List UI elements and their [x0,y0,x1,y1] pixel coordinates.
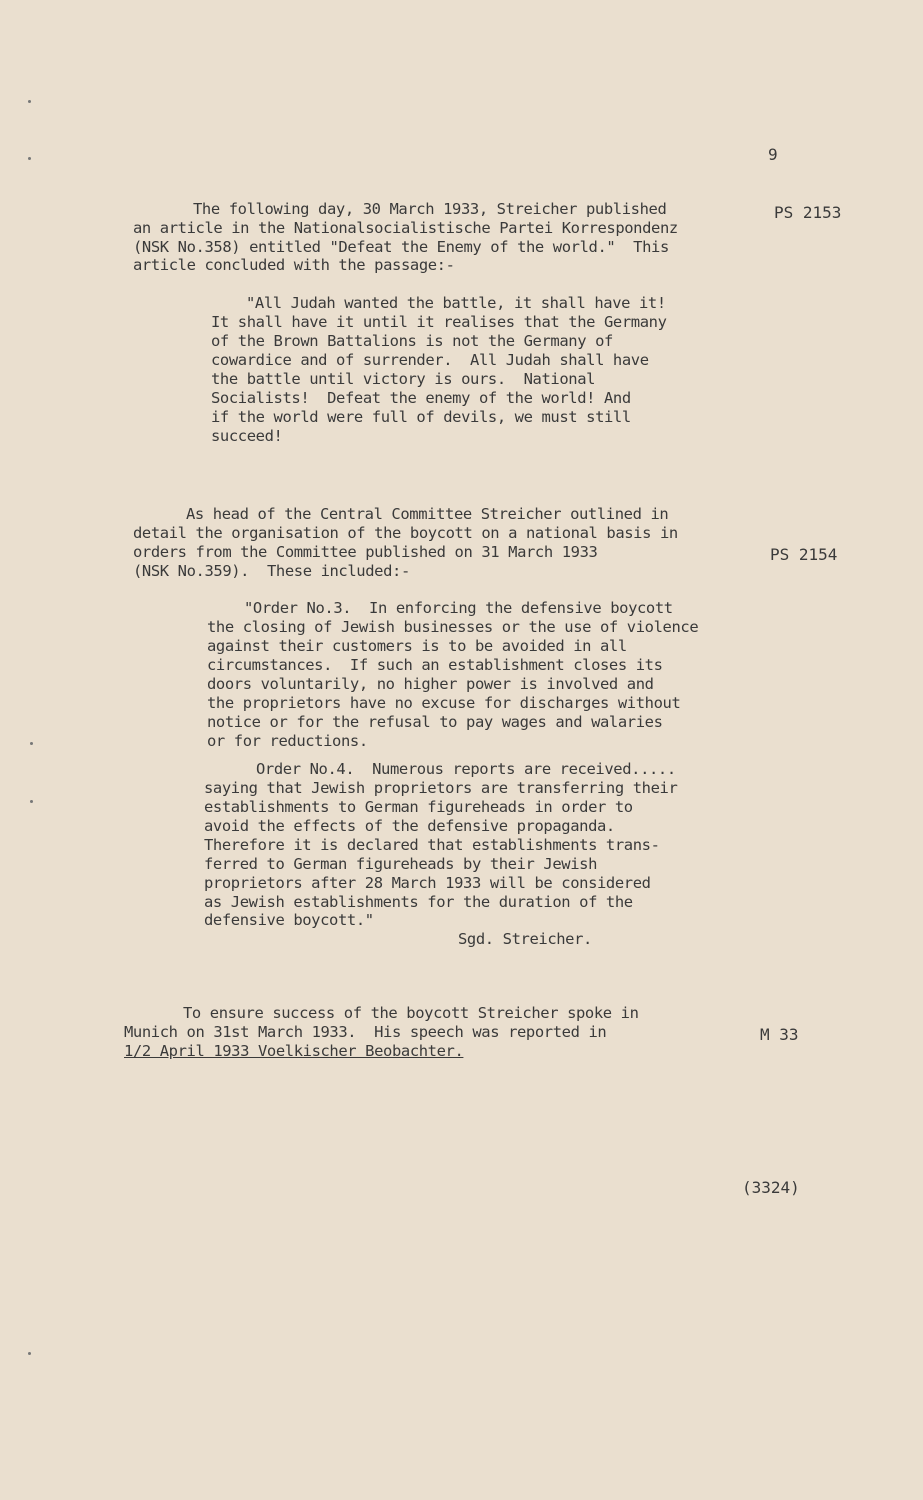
text-line: Socialists! Defeat the enemy of the world! And [211,389,631,407]
scan-speck [28,100,31,103]
text-line: (NSK No.359). These included:- [133,562,410,580]
text-line: the battle until victory is ours. National [211,370,596,388]
text-line: if the world were full of devils, we must still [211,408,631,426]
text-line: an article in the Nationalsocialistische Partei Korrespondenz [133,219,678,237]
reference-ps-2154: PS 2154 [770,545,838,564]
text-line: the closing of Jewish businesses or the use of violence [207,618,699,636]
text-line: defensive boycott." [204,911,374,929]
scan-speck [30,800,33,803]
text-line: Munich on 31st March 1933. His speech was reported in [124,1023,607,1041]
text-line: avoid the effects of the defensive propaganda. [204,817,615,835]
text-line: orders from the Committee published on 31 March 1933 [133,543,598,561]
text-line: as Jewish establishments for the duration of the [204,893,633,911]
source-citation: 1/2 April 1933 Voelkischer Beobachter. [124,1042,464,1060]
text-line: proprietors after 28 March 1933 will be considered [204,874,651,892]
signature-line: Sgd. Streicher. [458,930,592,948]
text-line: Order No.4. Numerous reports are received..... [256,760,676,778]
text-line: succeed! [211,427,283,445]
text-line: of the Brown Battalions is not the Germany of [211,332,613,350]
text-line: or for reductions. [207,732,368,750]
text-line: The following day, 30 March 1933, Streicher published [193,200,667,218]
scan-speck [28,1352,31,1355]
page-number: 9 [768,145,778,164]
text-line: "Order No.3. In enforcing the defensive boycott [244,599,673,617]
text-line: article concluded with the passage:- [133,256,455,274]
text-line: the proprietors have no excuse for discharges without [207,694,681,712]
text-line: "All Judah wanted the battle, it shall have it! [246,294,666,312]
text-line: To ensure success of the boycott Streicher spoke in [183,1004,639,1022]
text-line: Therefore it is declared that establishments trans- [204,836,660,854]
text-line: (NSK No.358) entitled "Defeat the Enemy of the world." This [133,238,669,256]
text-line: ferred to German figureheads by their Jewish [204,855,597,873]
text-line: cowardice and of surrender. All Judah shall have [211,351,649,369]
text-line: against their customers is to be avoided in all [207,637,627,655]
text-line: doors voluntarily, no higher power is involved and [207,675,654,693]
reference-ps-2153: PS 2153 [774,203,842,222]
reference-m-33: M 33 [760,1025,799,1044]
text-line: As head of the Central Committee Streicher outlined in [186,505,669,523]
scan-speck [30,742,33,745]
footer-code: (3324) [742,1178,800,1197]
text-line: detail the organisation of the boycott on a national basis in [133,524,678,542]
scan-speck [28,157,31,160]
text-line: establishments to German figureheads in order to [204,798,633,816]
text-line: saying that Jewish proprietors are transferring their [204,779,678,797]
text-line: It shall have it until it realises that the Germany [211,313,667,331]
text-line: notice or for the refusal to pay wages and walaries [207,713,663,731]
text-line: circumstances. If such an establishment closes its [207,656,663,674]
